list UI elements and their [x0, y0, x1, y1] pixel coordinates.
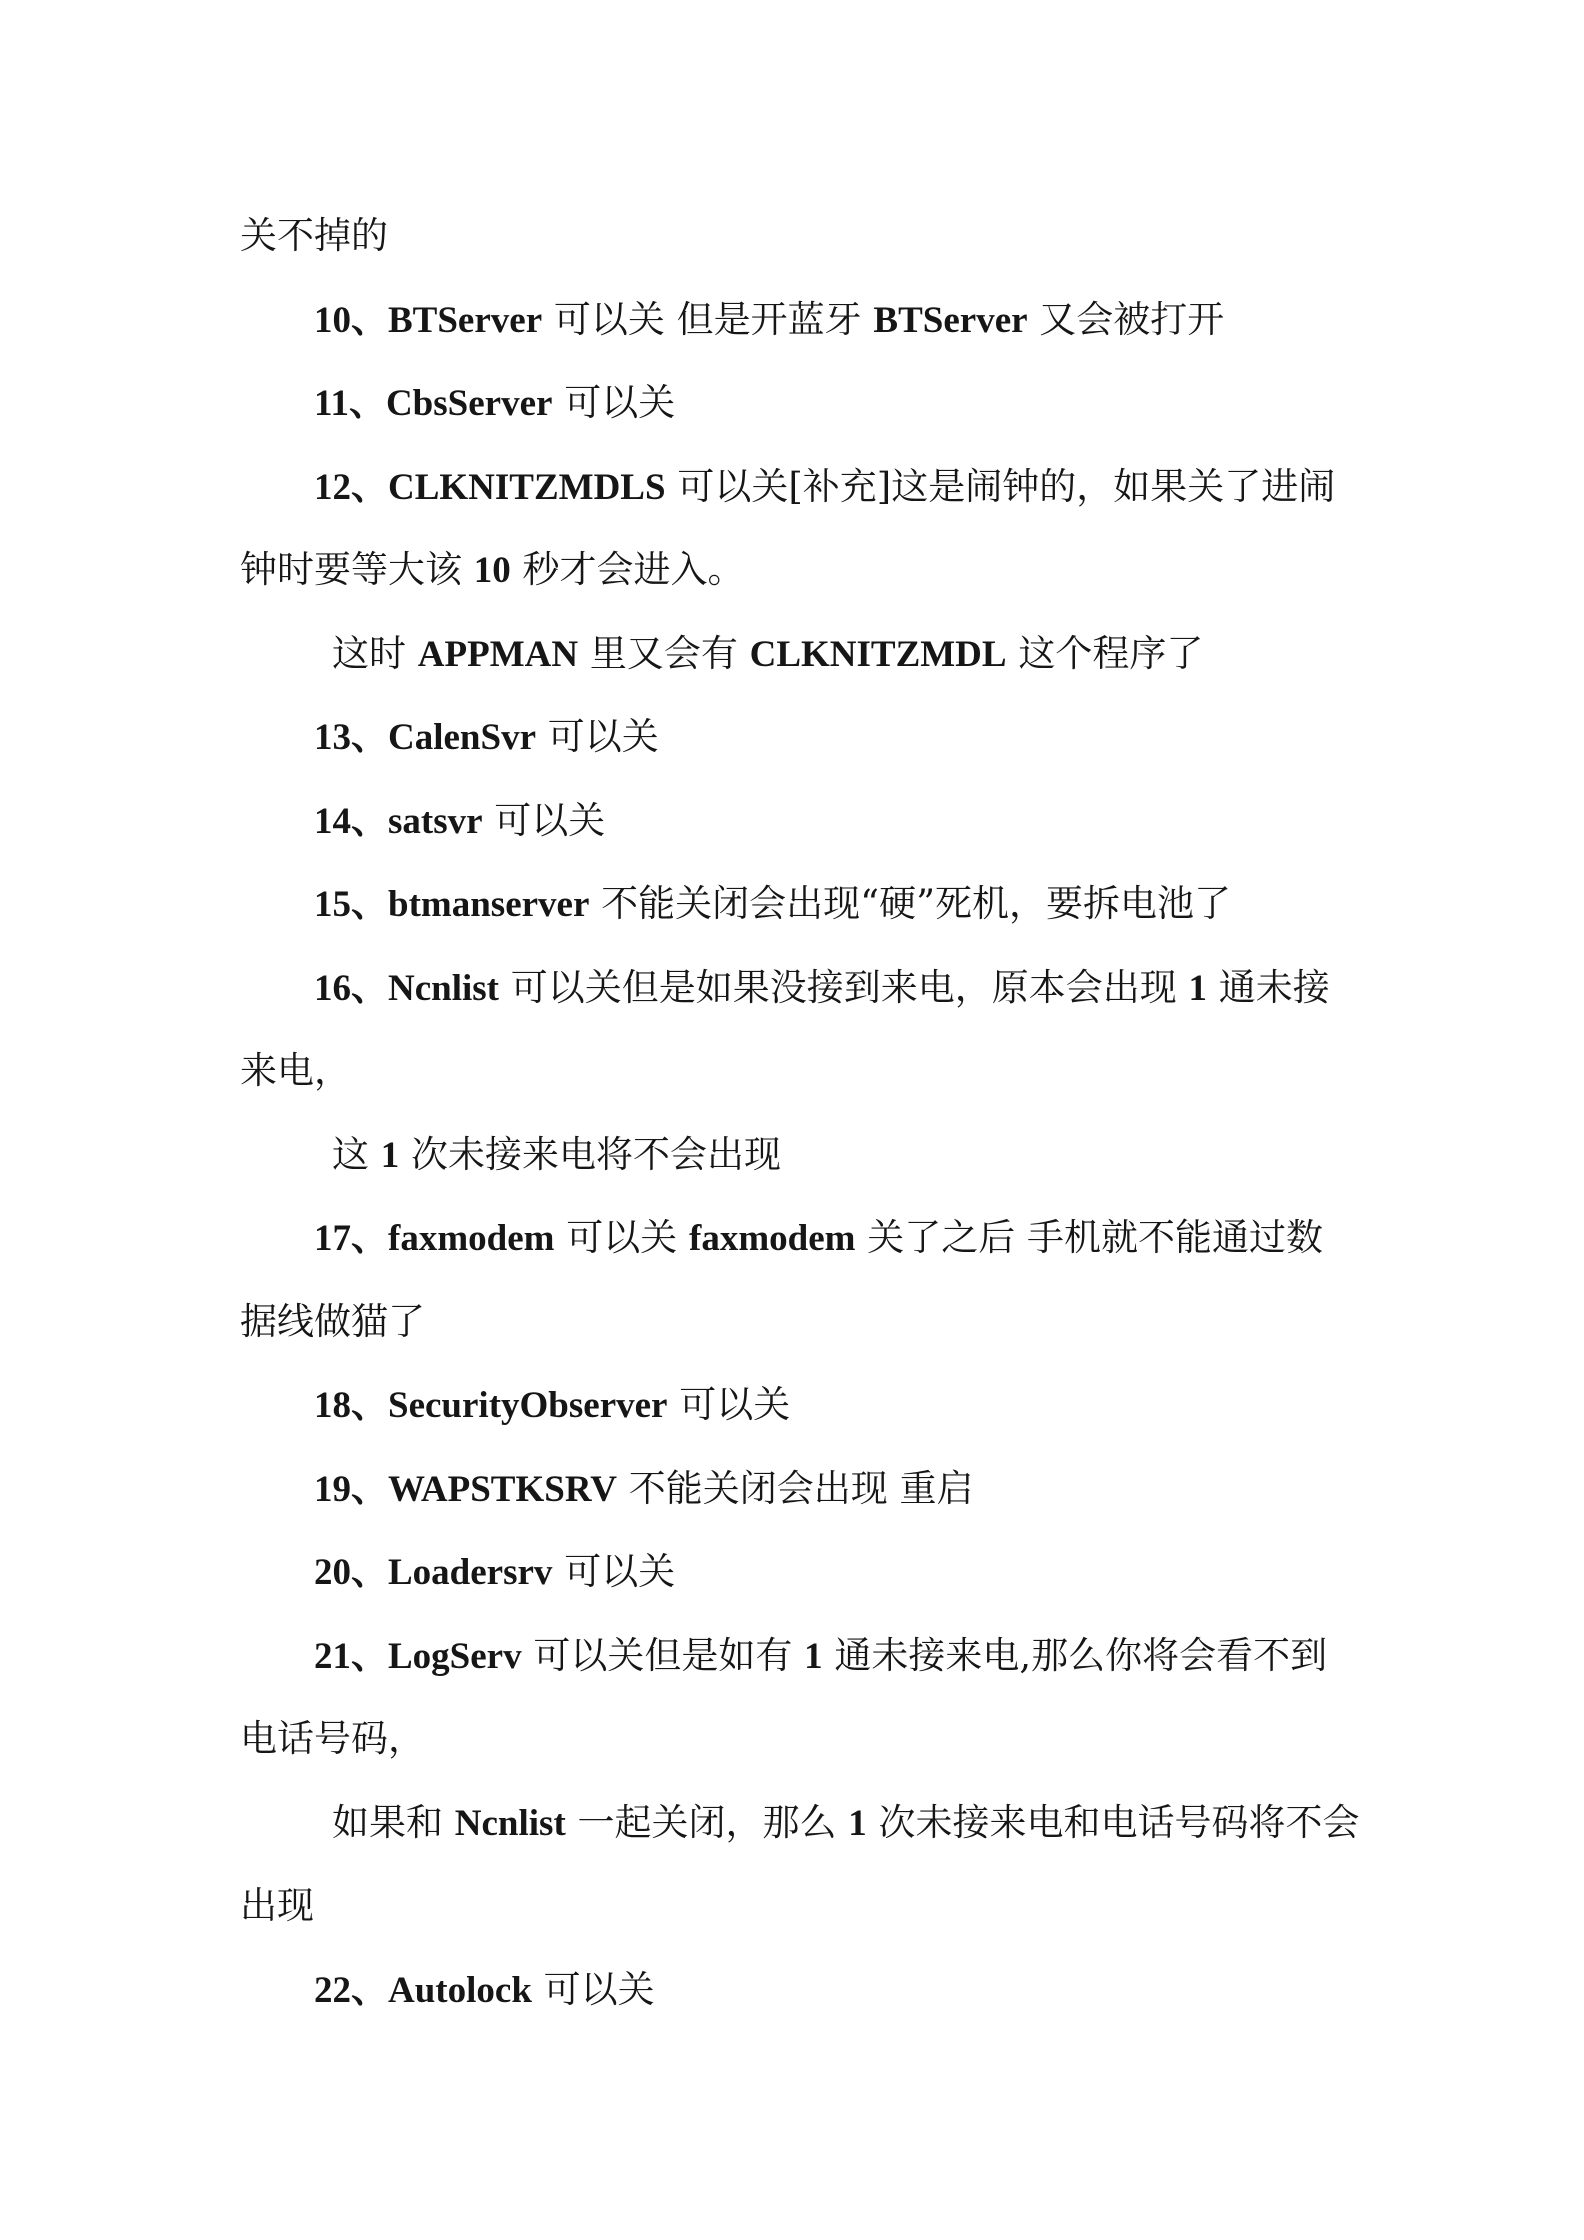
text-line [332, 1125, 781, 1185]
bold-text-segment: CLKNITZMDL [749, 634, 1007, 675]
text-line [332, 624, 1203, 684]
text-segment: 这 [332, 1133, 381, 1176]
bold-text-segment: 12、CLKNITZMDLS [314, 467, 666, 508]
text-segment: 一起关闭，那么 [565, 1801, 849, 1844]
text-segment: 秒才会进入。 [510, 548, 745, 591]
text-segment: 次未接来电将不会出现 [399, 1133, 782, 1176]
text-segment: 可以关 [482, 799, 606, 842]
text-line [314, 457, 1335, 517]
text-segment: 这时 [332, 632, 418, 675]
bold-text-segment: APPMAN [417, 634, 579, 675]
bold-text-segment: 22、Autolock [314, 1970, 532, 2011]
bold-text-segment: 21、LogServ [314, 1636, 522, 1677]
bold-text-segment: 20、Loadersrv [314, 1552, 553, 1593]
text-segment: 可以关 [554, 1216, 689, 1259]
text-line [314, 958, 1330, 1018]
text-segment: 可以关 [552, 1550, 676, 1593]
text-line [314, 874, 1231, 934]
bold-text-segment: 16、Ncnlist [314, 968, 499, 1009]
text-line [314, 290, 1224, 350]
text-line [240, 206, 388, 266]
bold-text-segment: 1 [380, 1135, 400, 1176]
text-line [314, 791, 605, 851]
text-line [314, 707, 659, 767]
text-segment: 可以关[补充]这是闹钟的，如果关了进闹 [665, 465, 1336, 508]
bold-text-segment: 1 [804, 1636, 823, 1677]
bold-text-segment: BTServer [873, 300, 1028, 341]
text-line [240, 1292, 425, 1352]
text-segment: 可以关 但是开蓝牙 [542, 298, 874, 341]
text-segment: 可以关但是如有 [521, 1634, 805, 1677]
text-segment: 次未接来电和电话号码将不会 [866, 1801, 1360, 1844]
text-line [332, 1793, 1360, 1853]
bold-text-segment: 10 [473, 550, 511, 591]
bold-text-segment: 1 [848, 1803, 867, 1844]
bold-text-segment: 15、btmanserver [314, 884, 590, 925]
text-line [240, 1876, 314, 1936]
text-segment: 钟时要等大该 [240, 548, 474, 591]
text-segment: 又会被打开 [1027, 298, 1225, 341]
bold-text-segment: 10、BTServer [314, 300, 543, 341]
text-segment: 据线做猫了 [240, 1300, 425, 1343]
bold-text-segment: Ncnlist [454, 1803, 566, 1844]
bold-text-segment: 13、CalenSvr [314, 717, 536, 758]
text-segment: 电话号码， [240, 1717, 425, 1760]
text-segment: 如果和 [332, 1801, 455, 1844]
bold-text-segment: 1 [1188, 968, 1208, 1009]
bold-text-segment: faxmodem [689, 1218, 856, 1259]
text-segment: 关不掉的 [240, 214, 388, 257]
text-line [314, 1626, 1327, 1686]
text-segment: 不能关闭会出现 重启 [616, 1467, 974, 1510]
text-line [314, 1542, 675, 1602]
text-segment: 来电， [240, 1049, 351, 1092]
text-line [240, 1709, 425, 1769]
text-segment: 可以关但是如果没接到来电，原本会出现 [499, 966, 1189, 1009]
text-line [314, 373, 675, 433]
text-segment: 关了之后 手机就不能通过数 [855, 1216, 1323, 1259]
bold-text-segment: 14、satsvr [314, 801, 483, 842]
text-line [314, 1960, 655, 2020]
text-segment: 这个程序了 [1006, 632, 1204, 675]
text-line [314, 1375, 790, 1435]
text-segment: 通未接 [1207, 966, 1330, 1009]
text-segment: 通未接来电,那么你将会看不到 [822, 1634, 1328, 1677]
text-line [314, 1208, 1323, 1268]
bold-text-segment: 17、faxmodem [314, 1218, 555, 1259]
text-segment: 出现 [240, 1884, 314, 1927]
text-line [240, 540, 745, 600]
bold-text-segment: 11、CbsServer [314, 383, 553, 424]
text-segment: 不能关闭会出现“硬”死机，要拆电池了 [589, 882, 1231, 925]
text-line [240, 1041, 351, 1101]
text-segment: 里又会有 [578, 632, 750, 675]
text-segment: 可以关 [536, 715, 659, 758]
text-segment: 可以关 [552, 381, 676, 424]
bold-text-segment: 18、SecurityObserver [314, 1385, 668, 1426]
text-line [314, 1459, 974, 1519]
text-segment: 可以关 [531, 1968, 655, 2011]
text-segment: 可以关 [667, 1383, 791, 1426]
bold-text-segment: 19、WAPSTKSRV [314, 1469, 617, 1510]
